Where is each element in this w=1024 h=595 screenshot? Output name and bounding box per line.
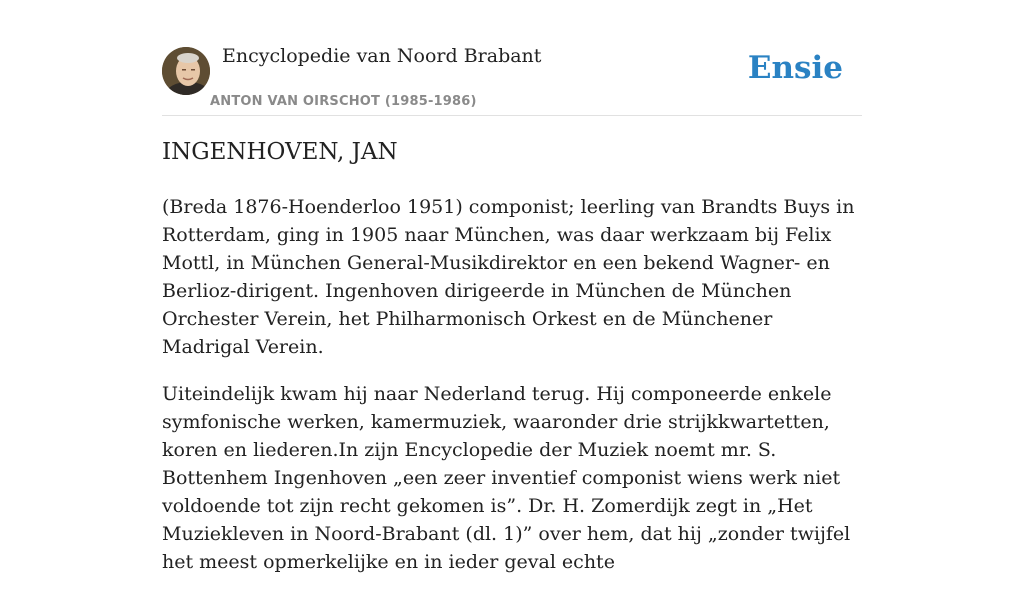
author-name[interactable]: ANTON VAN OIRSCHOT (1985-1986) [210,94,477,109]
header-divider [162,115,862,116]
avatar-portrait-icon [162,47,210,95]
author-avatar[interactable] [162,47,210,95]
article-title: INGENHOVEN, JAN [162,139,398,165]
ensie-logo[interactable]: Ensie [747,50,843,86]
article-body [162,193,862,595]
article-paragraph: (Breda 1876-Hoenderloo 1951) componist; leerling van Brandts Buys in Rotterdam, ging in 1905 naar München, was daar werkzaam bij Felix Mottl, in München General-Musikdirektor en een bekend Wagner- en Berlioz-dirigent. Ingenhoven dirigeerde in München de München Orchester Verein, het Philharmonisch Orkest en de Münchener Madrigal Verein. [162,196,855,358]
encyclopedia-title[interactable]: Encyclopedie van Noord Brabant [222,45,542,67]
article-paragraph: Uiteindelijk kwam hij naar Nederland terug. Hij componeerde enkele symfonische werken, kamermuziek, waaronder drie strijkkwartetten, koren en liederen.In zijn Encyclopedie der Muziek noemt mr. S. Bottenhem Ingenhoven „een zeer inventief componist wiens werk niet voldoende tot zijn recht gekomen is”. Dr. H. Zomerdijk zegt in „Het Muziekleven in Noord-Brabant (dl. 1)” over hem, dat hij „zonder twijfel het meest opmerkelijke en in ieder geval echte [162,383,851,573]
